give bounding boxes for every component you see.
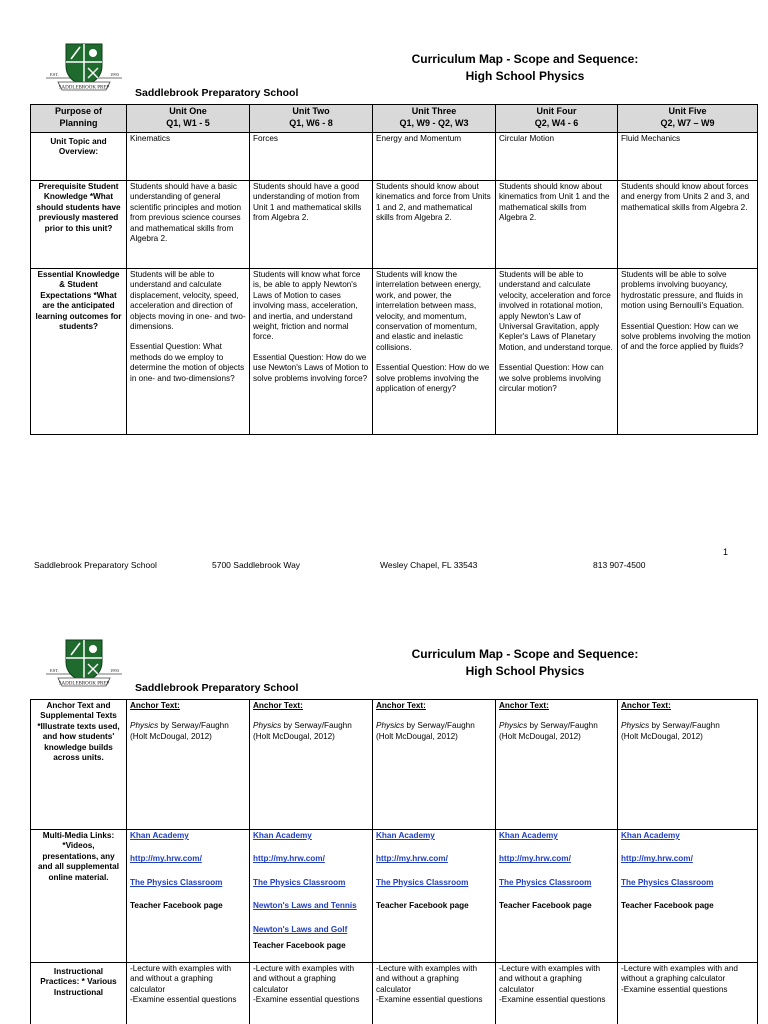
link-physics-classroom[interactable]: The Physics Classroom [130, 877, 223, 887]
cell-practices-unit-2: -Lecture with examples with and without a graphing calculator -Examine essential questions [250, 963, 373, 1024]
header-unit-two: Unit Two Q1, W6 - 8 [250, 105, 373, 133]
link-hrw[interactable]: http://my.hrw.com/ [253, 854, 325, 864]
cell-practices-unit-4: -Lecture with examples with and without a graphing calculator -Examine essential questions [496, 963, 618, 1024]
footer-phone: 813 907-4500 [593, 560, 646, 570]
svg-text:EST.: EST. [50, 668, 59, 673]
cell-practices-unit-3: -Lecture with examples with and without a graphing calculator -Examine essential questions [373, 963, 496, 1024]
cell-media-unit-5 [618, 830, 758, 963]
cell-media-unit-1 [127, 830, 250, 963]
link-hrw[interactable]: http://my.hrw.com/ [499, 854, 571, 864]
svg-text:SADDLEBROOK PREP: SADDLEBROOK PREP [58, 85, 110, 91]
link-khan-academy[interactable]: Khan Academy [253, 831, 312, 840]
link-newtons-laws-golf[interactable]: Newton's Laws and Golf [253, 924, 348, 934]
header-unit-three: Unit Three Q1, W9 - Q2, W3 [373, 105, 496, 133]
title-line-2: High School Physics [465, 69, 585, 83]
school-logo [44, 40, 124, 94]
footer-city: Wesley Chapel, FL 33543 [380, 560, 478, 570]
table-row [31, 181, 758, 269]
link-khan-academy[interactable]: Khan Academy [499, 831, 558, 840]
cell-essential-unit-3: Students will know the interrelation between energy, work, and power, the interrelation between mass, velocity, and momentum, conservation of momentum, and elastic and inelastic collisions. Essential Question: How do we solve problems involving the application of energy? [373, 269, 496, 435]
cell-topic-unit-2: Forces [250, 133, 373, 181]
header-unit-five: Unit Five Q2, W7 – W9 [618, 105, 758, 133]
link-hrw[interactable]: http://my.hrw.com/ [621, 854, 693, 864]
teacher-facebook-note: Teacher Facebook page [253, 941, 346, 951]
cell-topic-unit-3: Energy and Momentum [373, 133, 496, 181]
footer-school: Saddlebrook Preparatory School [34, 560, 157, 570]
cell-essential-unit-5: Students will be able to solve problems involving buoyancy, hydrostatic pressure, and fluids in motion using Bernoulli's Equation. Essential Question: How can we solve problems involving the motion of and the force applied by fluids? [618, 269, 758, 435]
page-number: 1 [723, 547, 729, 557]
row-label-prerequisite: Prerequisite Student Knowledge *What should students have previously mastered prior to this unit? [31, 181, 127, 269]
cell-essential-unit-2: Students will know what force is, be able to apply Newton's Laws of Motion to cases involving mass, acceleration, and inertia, and understand weight, friction and normal force. Essential Question: How do we use Newton's Laws of Motion to solve problems involving force? [250, 269, 373, 435]
curriculum-table-1 [30, 104, 758, 435]
header-row [31, 105, 758, 133]
curriculum-table-2 [30, 699, 758, 1024]
school-name: Saddlebrook Preparatory School [135, 682, 299, 694]
row-label-topic: Unit Topic and Overview: [31, 133, 127, 181]
cell-topic-unit-1: Kinematics [127, 133, 250, 181]
cell-anchor-unit-3: Anchor Text: Physics by Serway/Faughn (Holt McDougal, 2012) [373, 700, 496, 830]
svg-text:1993: 1993 [110, 72, 119, 77]
header-unit-four: Unit Four Q2, W4 - 6 [496, 105, 618, 133]
cell-prereq-unit-3: Students should know about kinematics and force from Units 1 and 2, and mathematical skills from Algebra 2. [373, 181, 496, 269]
title-line-1: Curriculum Map - Scope and Sequence: [411, 647, 639, 661]
teacher-facebook-note: Teacher Facebook page [621, 901, 714, 911]
school-name: Saddlebrook Preparatory School [135, 87, 299, 99]
row-label-essential: Essential Knowledge & Student Expectations *What are the anticipated learning outcomes for students? [31, 269, 127, 435]
cell-prereq-unit-5: Students should know about forces and energy from Units 2 and 3, and mathematical skills from Algebra 2. [618, 181, 758, 269]
link-khan-academy[interactable]: Khan Academy [130, 831, 189, 840]
cell-media-unit-2 [250, 830, 373, 963]
cell-practices-unit-5: -Lecture with examples with and without a graphing calculator -Examine essential questions [618, 963, 758, 1024]
cell-prereq-unit-2: Students should have a good understanding of motion from Unit 1 and mathematical skills from Algebra 2. [250, 181, 373, 269]
document-title [390, 646, 660, 680]
row-label-media: Multi-Media Links: *Videos, presentations, any and all supplemental online material. [31, 830, 127, 963]
cell-prereq-unit-4: Students should know about kinematics from Unit 1 and the mathematical skills from Algebra 2. [496, 181, 618, 269]
row-label-practices: Instructional Practices: * Various Instructional [31, 963, 127, 1024]
link-hrw[interactable]: http://my.hrw.com/ [130, 854, 202, 864]
link-physics-classroom[interactable]: The Physics Classroom [253, 877, 346, 887]
svg-text:1993: 1993 [110, 668, 119, 673]
cell-prereq-unit-1: Students should have a basic understanding of general scientific principles and motion from previous science courses and mathematical skills from Algebra 2. [127, 181, 250, 269]
school-logo [44, 636, 124, 690]
cell-essential-unit-4: Students will be able to understand and calculate velocity, acceleration and force involved in rotational motion, apply Newton's Law of Universal Gravitation, apply Kepler's Laws of Planetary Motion, and understand torque. Essential Question: How can we solve problems involving circular motion? [496, 269, 618, 435]
teacher-facebook-note: Teacher Facebook page [130, 901, 223, 911]
link-khan-academy[interactable]: Khan Academy [621, 831, 680, 840]
link-physics-classroom[interactable]: The Physics Classroom [499, 877, 592, 887]
cell-topic-unit-5: Fluid Mechanics [618, 133, 758, 181]
table-row [31, 830, 758, 963]
footer-address: 5700 Saddlebrook Way [212, 560, 301, 570]
cell-anchor-unit-2: Anchor Text: Physics by Serway/Faughn (Holt McDougal, 2012) [250, 700, 373, 830]
link-physics-classroom[interactable]: The Physics Classroom [621, 877, 714, 887]
table-row [31, 133, 758, 181]
header-unit-one: Unit One Q1, W1 - 5 [127, 105, 250, 133]
cell-anchor-unit-4: Anchor Text: Physics by Serway/Faughn (Holt McDougal, 2012) [496, 700, 618, 830]
link-physics-classroom[interactable]: The Physics Classroom [376, 877, 469, 887]
link-hrw[interactable]: http://my.hrw.com/ [376, 854, 448, 864]
svg-text:EST.: EST. [50, 72, 59, 77]
table-row [31, 269, 758, 435]
header-purpose: Purpose of Planning [31, 105, 127, 133]
teacher-facebook-note: Teacher Facebook page [499, 901, 592, 911]
cell-anchor-unit-1: Anchor Text: Physics by Serway/Faughn (Holt McDougal, 2012) [127, 700, 250, 830]
link-newtons-laws-tennis[interactable]: Newton's Laws and Tennis [253, 901, 357, 911]
svg-text:SADDLEBROOK PREP: SADDLEBROOK PREP [58, 681, 110, 687]
table-row [31, 700, 758, 830]
row-label-anchor: Anchor Text and Supplemental Texts *Illustrate texts used, and how students' knowledge builds across units. [31, 700, 127, 830]
cell-practices-unit-1: -Lecture with examples with and without a graphing calculator -Examine essential questions [127, 963, 250, 1024]
cell-anchor-unit-5: Anchor Text: Physics by Serway/Faughn (Holt McDougal, 2012) [618, 700, 758, 830]
cell-media-unit-3 [373, 830, 496, 963]
title-line-2: High School Physics [465, 664, 585, 678]
cell-topic-unit-4: Circular Motion [496, 133, 618, 181]
cell-essential-unit-1: Students will be able to understand and calculate displacement, velocity, speed, acceleration and direction of objects moving in one- and two-dimensions. Essential Question: What methods do we employ to determine the motion of objects in one- and two-dimensions? [127, 269, 250, 435]
table-row [31, 963, 758, 1024]
page-2 [0, 590, 768, 1024]
document-title [390, 51, 660, 85]
cell-media-unit-4 [496, 830, 618, 963]
link-khan-academy[interactable]: Khan Academy [376, 831, 435, 840]
teacher-facebook-note: Teacher Facebook page [376, 901, 469, 911]
title-line-1: Curriculum Map - Scope and Sequence: [411, 52, 639, 66]
